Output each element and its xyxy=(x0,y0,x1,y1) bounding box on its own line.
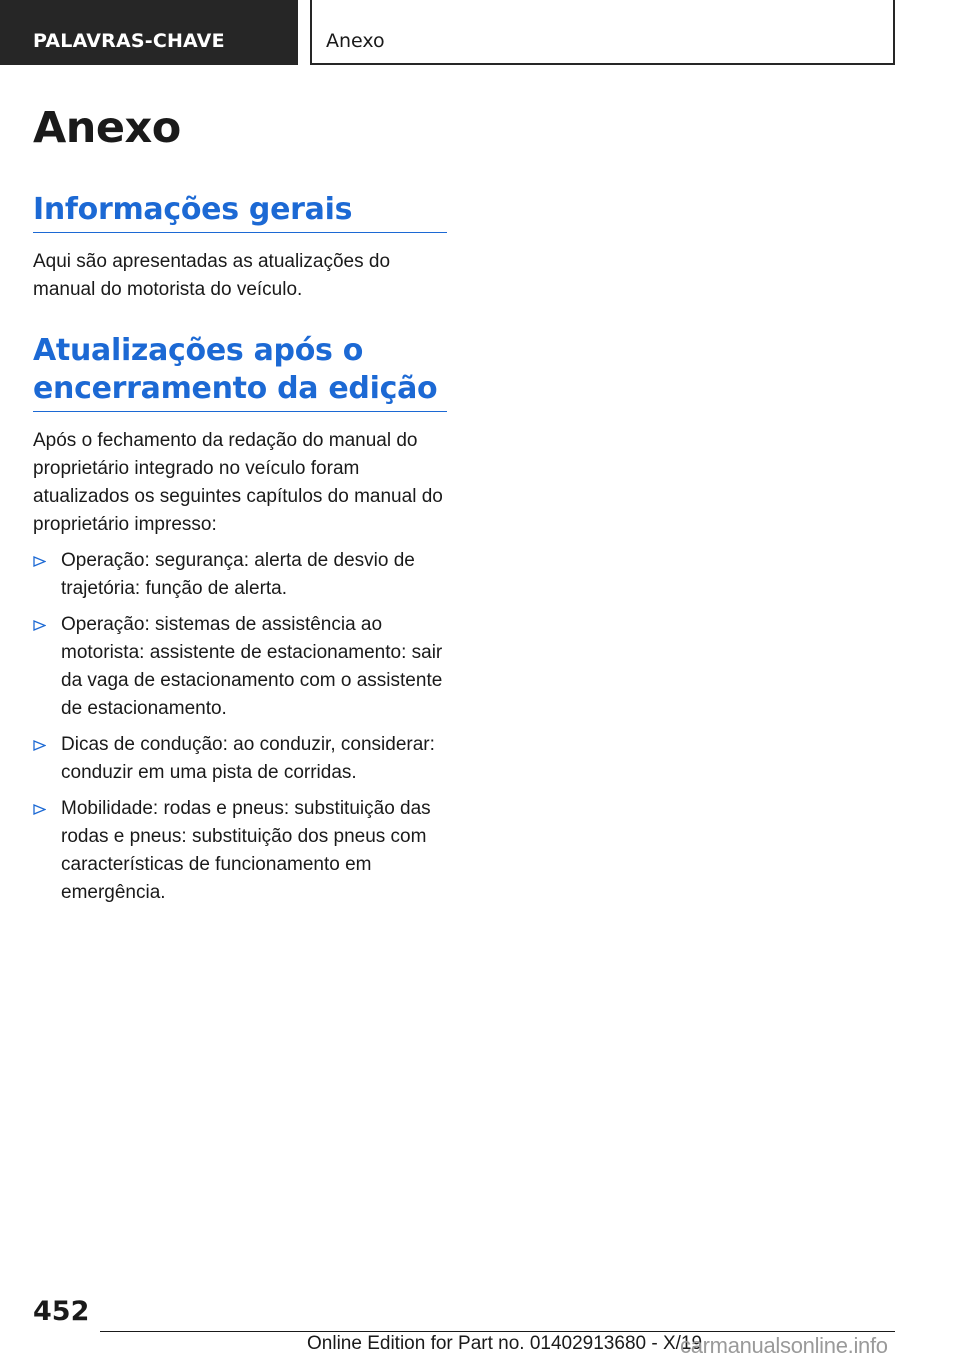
footer-divider xyxy=(100,1331,895,1332)
section-heading-general-info: Informações gerais xyxy=(33,191,447,233)
triangle-bullet-icon xyxy=(33,556,46,567)
page-number: 452 xyxy=(33,1296,90,1327)
list-item-text: Operação: sistemas de assistência ao motorista: assistente de estacionamento: sair da vaga de estacionamento com o assistente de estacionamento. xyxy=(61,614,443,719)
list-item xyxy=(33,731,447,787)
section-heading-updates: Atualizações após o encerramento da edição xyxy=(33,332,447,412)
page-content xyxy=(33,98,447,915)
section-tab[interactable]: PALAVRAS-CHAVE xyxy=(0,0,298,65)
watermark: carmanualsonline.info xyxy=(680,1333,888,1358)
list-item-text: Dicas de condução: ao conduzir, considerar: conduzir em uma pista de corridas. xyxy=(61,734,435,783)
section-body-general-info: Aqui são apresentadas as atualizações do manual do motorista do veículo. xyxy=(33,251,391,300)
list-item-text: Operação: segurança: alerta de desvio de trajetória: função de alerta. xyxy=(61,550,415,599)
triangle-bullet-icon xyxy=(33,620,46,631)
list-item xyxy=(33,795,447,907)
triangle-bullet-icon xyxy=(33,740,46,751)
updated-chapters-list xyxy=(33,547,447,907)
list-item xyxy=(33,547,447,603)
chapter-label: Anexo xyxy=(310,0,895,65)
list-item-text: Mobilidade: rodas e pneus: substituição das rodas e pneus: substituição dos pneus com características de funcionamento em emergência. xyxy=(61,798,431,903)
footer-edition: Online Edition for Part no. 01402913680 - X/19 xyxy=(307,1333,703,1354)
list-item xyxy=(33,611,447,723)
section-body-updates: Após o fechamento da redação do manual do proprietário integrado no veículo foram atualizados os seguintes capítulos do manual do proprietário impresso: xyxy=(33,430,443,535)
page-title: Anexo xyxy=(33,103,181,153)
triangle-bullet-icon xyxy=(33,804,46,815)
